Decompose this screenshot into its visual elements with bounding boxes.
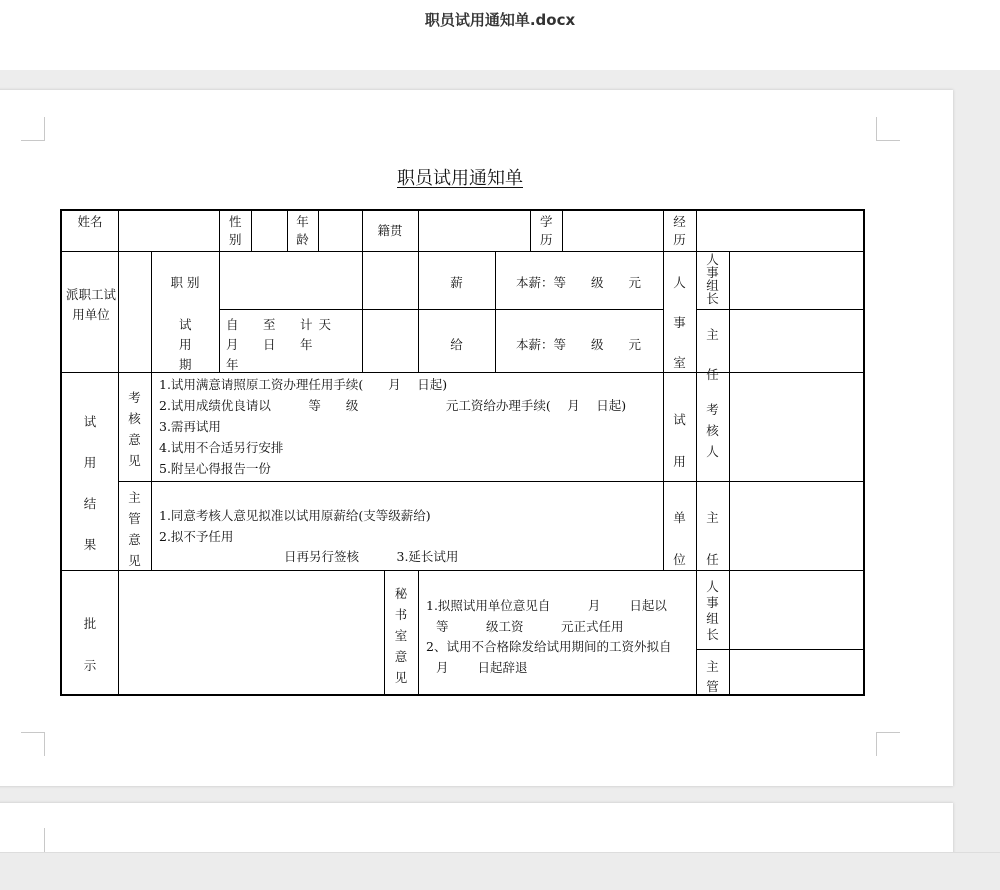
label-native-place: 籍贯 bbox=[377, 223, 403, 238]
rule-v14 bbox=[729, 251, 730, 696]
status-bar bbox=[0, 852, 1000, 890]
supervisor-line-3: 日再另行签核 3.延长试用 bbox=[284, 549, 459, 564]
label-trial-unit-a: 试用 bbox=[673, 412, 686, 469]
label-review-opinion: 考核意见 bbox=[128, 390, 141, 468]
rule-h1 bbox=[62, 251, 865, 252]
label-position: 职 别 bbox=[170, 275, 200, 290]
form-title: 职员试用通知单 bbox=[397, 168, 523, 189]
label-result-director: 主任 bbox=[706, 510, 719, 567]
crop-mark-bottom-left bbox=[21, 732, 45, 756]
base-pay-1: 本薪：等 级 元 bbox=[516, 275, 642, 290]
rule-v9 bbox=[495, 251, 496, 372]
supervisor-line-1: 1.同意考核人意见拟准以试用原薪给(支等级薪给) bbox=[159, 508, 431, 523]
document-title: 职员试用通知单.docx bbox=[424, 11, 576, 29]
label-trial-period: 试用期 bbox=[179, 317, 192, 372]
trial-period-dates: 自 至 计天 月 日 年 年 bbox=[226, 317, 356, 372]
label-salary: 薪 bbox=[450, 275, 463, 290]
label-age: 年龄 bbox=[296, 214, 309, 247]
label-hr-office: 人事室 bbox=[673, 275, 686, 370]
rule-v11 bbox=[562, 211, 563, 251]
rule-h6 bbox=[696, 649, 865, 650]
base-pay-2: 本薪：等 级 元 bbox=[516, 337, 642, 352]
crop-mark-page2 bbox=[21, 828, 45, 852]
label-education: 学历 bbox=[540, 214, 553, 247]
review-line-1: 1.试用满意请照原工资办理任用手续( 月 日起) bbox=[159, 377, 448, 392]
label-director: 主任 bbox=[706, 327, 719, 382]
label-name: 姓名 bbox=[77, 214, 103, 229]
label-trial-unit: 派职工试用单位 bbox=[66, 287, 117, 322]
crop-mark-top-left bbox=[21, 117, 45, 141]
review-line-4: 4.试用不合适另行安排 bbox=[159, 440, 284, 455]
review-line-5: 5.附呈心得报告一份 bbox=[159, 461, 271, 476]
label-secretary-opinion: 秘书室意见 bbox=[394, 586, 408, 685]
rule-h4 bbox=[118, 481, 865, 482]
rule-h2 bbox=[219, 309, 663, 310]
label-gender: 性别 bbox=[229, 214, 242, 247]
secretary-line-2: 等 级工资 元正式任用 bbox=[436, 619, 624, 634]
rule-h2b bbox=[696, 309, 865, 310]
label-trial-result: 试用结果 bbox=[83, 414, 97, 552]
secretary-line-1: 1.拟照试用单位意见自 月 日起以 bbox=[426, 598, 667, 613]
label-approval: 批示 bbox=[83, 616, 97, 673]
crop-mark-bottom-right bbox=[876, 732, 900, 756]
rule-v4 bbox=[251, 211, 252, 251]
supervisor-line-2: 2.拟不予任用 bbox=[159, 529, 234, 544]
secretary-line-4: 月 日起辞退 bbox=[436, 660, 528, 675]
label-experience: 经历 bbox=[673, 214, 686, 247]
label-salary-2: 给 bbox=[450, 337, 463, 352]
label-assessor: 考核人 bbox=[706, 402, 719, 459]
trial-notice-table bbox=[60, 209, 865, 696]
rule-h5 bbox=[62, 570, 865, 571]
label-trial-unit-b: 单位 bbox=[673, 510, 686, 567]
label-approval-hr-leader: 人事组长 bbox=[706, 579, 719, 642]
rule-v16 bbox=[418, 570, 419, 696]
crop-mark-top-right bbox=[876, 117, 900, 141]
label-supervisor-opinion: 主管意见 bbox=[128, 490, 141, 568]
title-bar bbox=[0, 0, 1000, 70]
label-approval-supervisor: 主管 bbox=[706, 659, 719, 694]
label-hr-leader: 人事组长 bbox=[706, 252, 719, 306]
secretary-line-3: 2、试用不合格除发给试用期间的工资外拟自 bbox=[426, 639, 672, 654]
review-line-3: 3.需再试用 bbox=[159, 419, 221, 434]
review-line-2: 2.试用成绩优良请以 等 级 元工资给办理手续( 月 日起) bbox=[159, 398, 627, 413]
rule-v6 bbox=[318, 211, 319, 251]
rule-v2 bbox=[151, 251, 152, 570]
